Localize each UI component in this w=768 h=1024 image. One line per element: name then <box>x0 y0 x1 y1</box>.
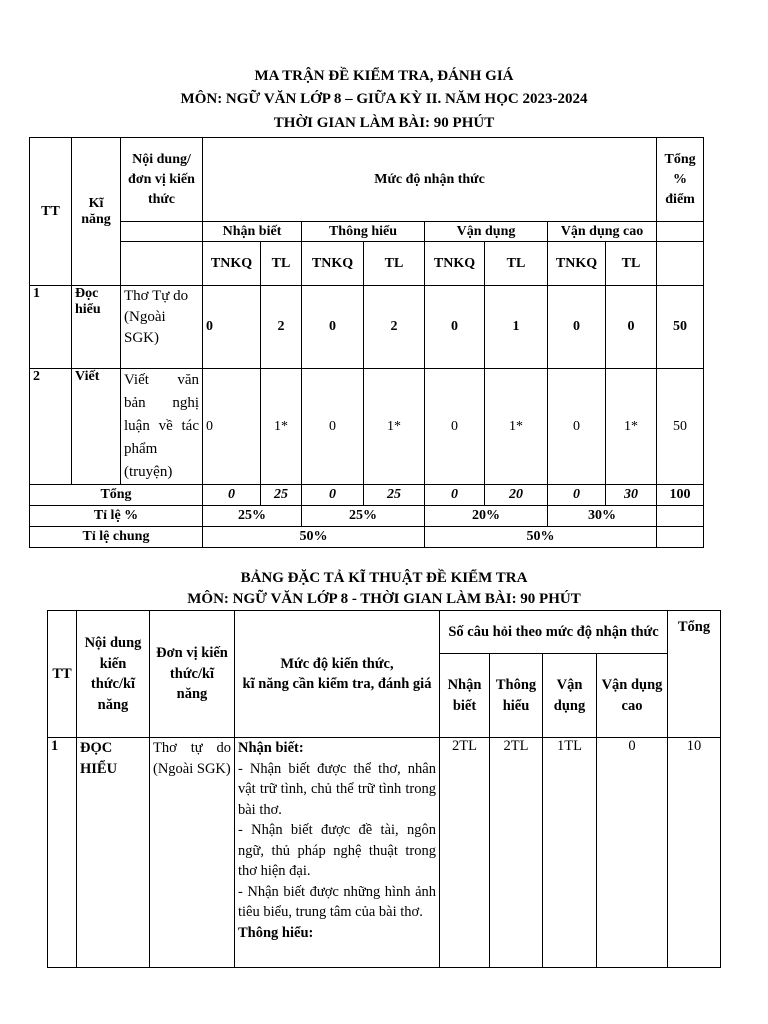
spec-header-count: Số câu hỏi theo mức độ nhận thức <box>440 611 668 654</box>
matrix-sub-tnkq: TNKQ <box>548 242 606 286</box>
matrix-sub-tnkq: TNKQ <box>302 242 364 286</box>
spec-row-description <box>235 738 440 968</box>
matrix-cell: 1* <box>261 369 302 485</box>
matrix-empty-cell <box>121 242 203 286</box>
matrix-level-understand: Thông hiểu <box>302 222 425 242</box>
matrix-cell: 0 <box>302 369 364 485</box>
matrix-cell: 1* <box>364 369 425 485</box>
spec-understand-heading: Thông hiểu: <box>238 924 314 941</box>
matrix-ratio-cell: 30% <box>548 506 657 527</box>
matrix-sum-cell: 0 <box>302 485 364 506</box>
table-row <box>30 369 704 485</box>
table-row <box>30 286 704 369</box>
specification-table <box>47 610 721 968</box>
spec-recognize-heading: Nhận biết: <box>238 740 304 756</box>
spec-row-unit: Thơ tự do (Ngoài SGK) <box>150 738 235 968</box>
matrix-sum-total: 100 <box>657 485 704 506</box>
matrix-ratio-cell: 20% <box>425 506 548 527</box>
matrix-cell: 0 <box>203 286 261 369</box>
spec-header-content: Nội dung kiến thức/kĩ năng <box>77 611 150 738</box>
spec-header-level-line-2: kĩ năng cần kiểm tra, đánh giá <box>242 676 432 692</box>
matrix-row-total: 50 <box>657 369 704 485</box>
matrix-sum-cell: 20 <box>485 485 548 506</box>
matrix-empty-cell <box>121 222 203 242</box>
matrix-sub-tl: TL <box>364 242 425 286</box>
matrix-title-line-3: THỜI GIAN LÀM BÀI: 90 PHÚT <box>273 115 495 131</box>
spec-row-content: ĐỌC HIỂU <box>77 738 150 968</box>
spec-row-total: 10 <box>668 738 721 968</box>
spec-count-cell: 1TL <box>543 738 597 968</box>
matrix-row-content: Thơ Tự do (Ngoài SGK) <box>121 286 203 369</box>
spec-header-unit: Đơn vị kiến thức/kĩ năng <box>150 611 235 738</box>
spec-header-level-line-1: Mức độ kiến thức, <box>280 655 394 672</box>
matrix-row-tt: 1 <box>30 286 72 369</box>
matrix-title-line-1: MA TRẬN ĐỀ KIỂM TRA, ĐÁNH GIÁ <box>254 68 514 84</box>
matrix-level-apply-high: Vận dụng cao <box>548 222 657 242</box>
matrix-ratio-cell: 25% <box>203 506 302 527</box>
matrix-cell: 0 <box>548 369 606 485</box>
matrix-common-cell: 50% <box>425 527 657 548</box>
matrix-cell: 0 <box>203 369 261 485</box>
table-row <box>30 506 704 527</box>
matrix-cell: 1 <box>485 286 548 369</box>
spec-title-line-1: BẢNG ĐẶC TẢ KĨ THUẬT ĐỀ KIỂM TRA <box>240 570 528 586</box>
matrix-row-content: Viết văn bản nghị luận về tác phẩm (truyện) <box>121 369 203 485</box>
spec-recognize-item: - Nhận biết được đề tài, ngôn ngữ, thủ pháp nghệ thuật trong thơ hiện đại. <box>238 822 436 879</box>
matrix-sub-tl: TL <box>485 242 548 286</box>
matrix-cell: 2 <box>364 286 425 369</box>
matrix-sub-tl: TL <box>606 242 657 286</box>
matrix-common-label: Tỉ lệ chung <box>30 527 203 548</box>
matrix-header-skill: Kĩ năng <box>72 138 121 286</box>
spec-count-cell: 2TL <box>440 738 490 968</box>
matrix-sum-cell: 0 <box>425 485 485 506</box>
matrix-empty-cell <box>657 222 704 242</box>
spec-title-line-2: MÔN: NGỮ VĂN LỚP 8 - THỜI GIAN LÀM BÀI: 90 PHÚT <box>187 591 581 607</box>
matrix-sub-tnkq: TNKQ <box>203 242 261 286</box>
matrix-header-content: Nội dung/đơn vị kiến thức <box>121 138 203 222</box>
table-row <box>30 485 704 506</box>
matrix-header-total: Tổng % điểm <box>657 138 704 222</box>
matrix-cell: 1* <box>606 369 657 485</box>
spec-header-tt: TT <box>48 611 77 738</box>
matrix-level-apply: Vận dụng <box>425 222 548 242</box>
matrix-row-tt: 2 <box>30 369 72 485</box>
spec-row-tt: 1 <box>48 738 77 968</box>
table-row <box>48 738 721 968</box>
spec-col-apply-high: Vận dụng cao <box>597 654 668 738</box>
spec-count-cell: 2TL <box>490 738 543 968</box>
assessment-matrix-table <box>29 137 704 548</box>
spec-recognize-item: - Nhận biết được thể thơ, nhân vật trữ tình, chủ thể trữ tình trong bài thơ. <box>238 760 436 818</box>
matrix-cell: 0 <box>425 286 485 369</box>
matrix-sum-cell: 30 <box>606 485 657 506</box>
matrix-row-skill: Đọc hiểu <box>72 286 121 369</box>
matrix-sub-tnkq: TNKQ <box>425 242 485 286</box>
matrix-cell: 0 <box>548 286 606 369</box>
matrix-header-level: Mức độ nhận thức <box>203 138 657 222</box>
matrix-cell: 2 <box>261 286 302 369</box>
spec-header-level <box>235 611 440 738</box>
matrix-header-tt: TT <box>30 138 72 286</box>
matrix-title-line-2: MÔN: NGỮ VĂN LỚP 8 – GIỮA KỲ II. NĂM HỌC 2023-2024 <box>180 91 588 107</box>
matrix-empty-cell <box>657 506 704 527</box>
matrix-ratio-label: Tỉ lệ % <box>30 506 203 527</box>
matrix-row-skill: Viết <box>72 369 121 485</box>
spec-col-understand: Thông hiểu <box>490 654 543 738</box>
matrix-cell: 0 <box>425 369 485 485</box>
matrix-sum-cell: 0 <box>548 485 606 506</box>
matrix-ratio-cell: 25% <box>302 506 425 527</box>
spec-recognize-item: - Nhận biết được những hình ảnh tiêu biểu, trung tâm của bài thơ. <box>238 883 436 920</box>
matrix-empty-cell <box>657 527 704 548</box>
matrix-sum-cell: 0 <box>203 485 261 506</box>
spec-col-apply: Vận dụng <box>543 654 597 738</box>
matrix-cell: 1* <box>485 369 548 485</box>
spec-header-total: Tổng <box>668 611 721 738</box>
matrix-sum-cell: 25 <box>261 485 302 506</box>
matrix-sum-label: Tổng <box>30 485 203 506</box>
matrix-cell: 0 <box>606 286 657 369</box>
matrix-cell: 0 <box>302 286 364 369</box>
matrix-row-total: 50 <box>657 286 704 369</box>
matrix-sum-cell: 25 <box>364 485 425 506</box>
matrix-sub-tl: TL <box>261 242 302 286</box>
table-row <box>30 527 704 548</box>
spec-count-cell: 0 <box>597 738 668 968</box>
spec-col-recognize: Nhận biết <box>440 654 490 738</box>
matrix-empty-cell <box>657 242 704 286</box>
matrix-common-cell: 50% <box>203 527 425 548</box>
matrix-level-recognize: Nhận biết <box>203 222 302 242</box>
